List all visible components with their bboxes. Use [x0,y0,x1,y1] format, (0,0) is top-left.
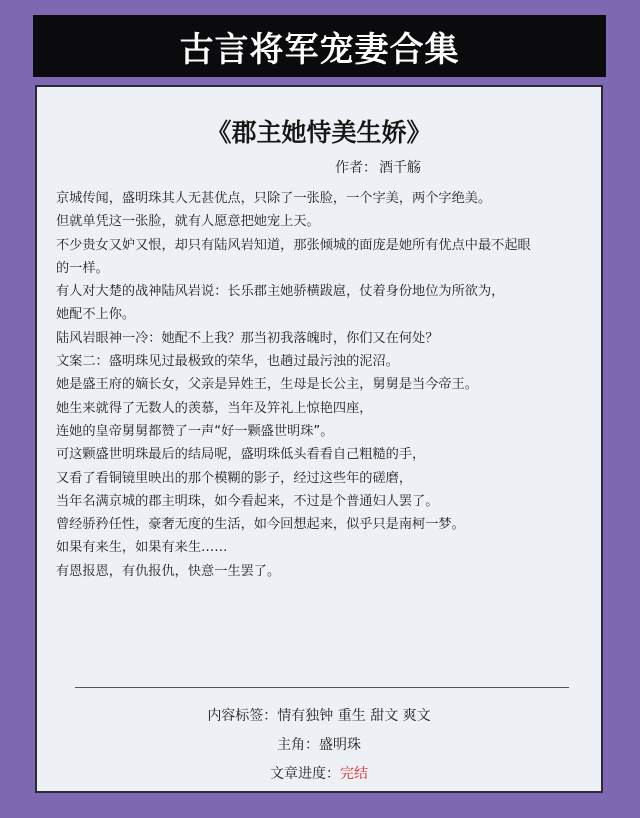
lead-value: 盛明珠 [319,737,361,753]
author-line [335,157,421,177]
banner-title: 古言将军宠妻合集 [179,29,460,70]
author-name: 酒千觞 [379,160,421,176]
synopsis-line: 她生来就得了无数人的羡慕，当年及笄礼上惊艳四座， [56,400,373,416]
status-row [37,763,601,783]
synopsis-line: 陆风岩眼神一冷：她配不上我？那当初我落魄时，你们又在何处？ [56,330,439,346]
lead-row [37,734,601,754]
synopsis-line: 可这颗盛世明珠最后的结局呢，盛明珠低头看看自己粗糙的手， [56,447,426,463]
tags-row [37,705,601,725]
synopsis-line: 又看了看铜镜里映出的那个模糊的影子，经过这些年的磋磨， [56,470,413,486]
synopsis-line: 京城传闻，盛明珠其人无甚优点，只除了一张脸，一个字美，两个字绝美。 [56,191,492,206]
status-value: 完结 [340,766,368,782]
synopsis-line: 文案二：盛明珠见过最极致的荣华，也趟过最污浊的泥沼。 [56,354,399,370]
book-card [35,85,603,793]
synopsis-line: 但就单凭这一张脸，就有人愿意把她宠上天。 [56,214,320,230]
synopsis [56,187,584,583]
status-label: 文章进度： [270,766,340,782]
synopsis-line: 有人对大楚的战神陆风岩说：长乐郡主她骄横跋扈，仗着身份地位为所欲为， [56,284,505,300]
synopsis-line: 如果有来生，如果有来生…… [56,540,228,556]
synopsis-line: 连她的皇帝舅舅都赞了一声“好一颗盛世明珠”。 [56,423,334,439]
header-banner [33,15,606,77]
lead-label: 主角： [277,737,319,753]
synopsis-line: 她是盛王府的嫡长女，父亲是异姓王，生母是长公主，舅舅是当今帝王。 [56,377,478,393]
synopsis-line: 当年名满京城的郡主明珠，如今看起来，不过是个普通妇人罢了。 [56,493,439,509]
book-title: 《郡主她恃美生娇》 [206,118,432,147]
author-label: 作者： [335,160,377,176]
synopsis-line: 她配不上你。 [56,307,136,323]
synopsis-line: 有恩报恩，有仇报仇，快意一生罢了。 [56,563,281,579]
synopsis-line: 不少贵女又妒又恨，却只有陆风岩知道，那张倾城的面庞是她所有优点中最不起眼 [56,237,531,253]
tags-label: 内容标签： [207,708,278,724]
synopsis-line: 的一样。 [56,260,109,276]
divider [75,687,569,688]
synopsis-line: 曾经骄矜任性，豪奢无度的生活，如今回想起来，似乎只是南柯一梦。 [56,517,465,533]
tags-value: 情有独钟 重生 甜文 爽文 [277,708,431,724]
